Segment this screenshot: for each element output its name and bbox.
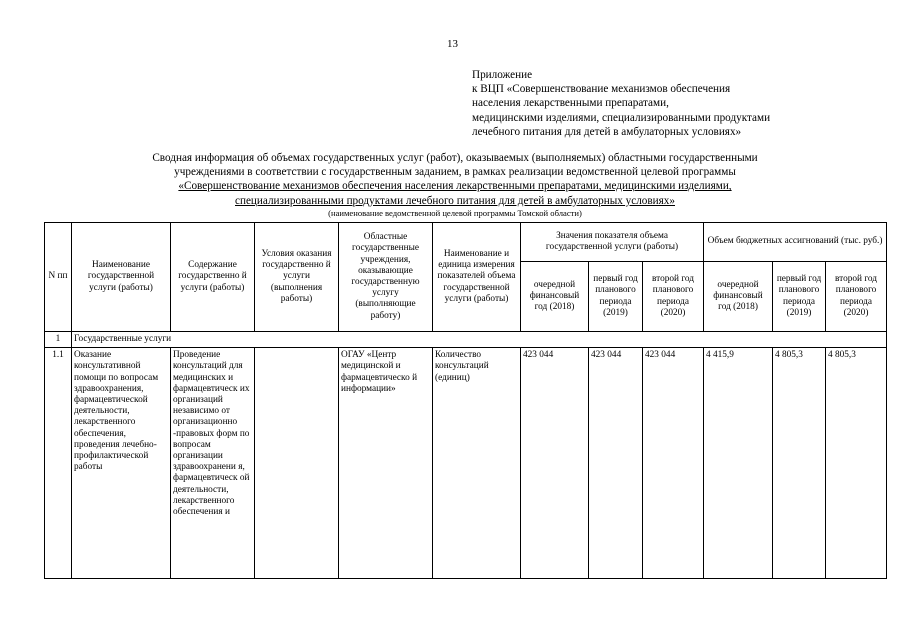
section-row [45,332,887,348]
heading-line: Сводная информация об объемах государственных услуг (работ), оказываемых (выполняемых) областными государственными [152,152,758,164]
header-service-name: Наименование государственной услуги (работы) [72,223,171,332]
heading-line: учреждениями в соответствии с государственным заданием, в рамках реализации ведомственной целевой программы [174,166,736,179]
cell-conditions [255,348,339,579]
header-indicator: Наименование и единица измерения показателей объема государственной услуги (работы) [433,223,521,332]
header-institutions: Областные государственные учреждения, оказывающие государственную услугу (выполняющие работу) [339,223,433,332]
cell-budget-second: 4 805,3 [826,348,887,579]
cell-content: Проведение консультаций для медицинских и фармацевтическ их организаций независимо от организационно -правовых форм по вопросам организации здравоохранени я, фармацевтическ ой деятельности, лекарственного обеспечения и [171,348,255,579]
cell-value-first: 423 044 [589,348,643,579]
header-conditions: Условия оказания государственно й услуги (выполнения работы) [255,223,339,332]
header-values-current: очередной финансовый год (2018) [521,262,589,332]
section-num: 1 [45,332,72,348]
document-heading [60,151,850,219]
appendix-line: к ВЦП «Совершенствование механизмов обеспечения [472,83,731,96]
cell-budget-current: 4 415,9 [704,348,773,579]
header-values-first: первый год планового периода (2019) [589,262,643,332]
cell-budget-first: 4 805,3 [773,348,826,579]
cell-value-second: 423 044 [643,348,704,579]
cell-value-current: 423 044 [521,348,589,579]
header-values-group: Значения показателя объема государственной услуги (работы) [521,223,704,262]
appendix-line: Приложение [472,69,533,81]
header-budget-first: первый год планового периода (2019) [773,262,826,332]
header-num: N пп [45,223,72,332]
program-name-note: (наименование ведомственной целевой программы Томской области) [328,207,582,218]
page-number: 13 [447,38,458,50]
section-label: Государственные услуги [72,332,887,348]
program-name-line: специализированными продуктами лечебного питания для детей в амбулаторных условиях» [235,194,675,207]
header-values-second: второй год планового периода (2020) [643,262,704,332]
appendix-block [472,68,770,139]
header-budget-current: очередной финансовый год (2018) [704,262,773,332]
cell-indicator: Количество консультаций (единиц) [433,348,521,579]
table-row [45,348,887,579]
cell-num: 1.1 [45,348,72,579]
cell-service-name: Оказание консультативной помощи по вопросам здравоохранения, фармацевтической деятельности, лекарственного обеспечения, проведения лечебно-профилактической работы [72,348,171,579]
header-content: Содержание государственно й услуги (работы) [171,223,255,332]
cell-institution: ОГАУ «Центр медицинской и фармацевтическо й информации» [339,348,433,579]
header-budget-group: Объем бюджетных ассигнований (тыс. руб.) [704,223,887,262]
appendix-line: населения лекарственными препаратами, [472,97,669,110]
appendix-line: медицинскими изделиями, специализированными продуктами [472,111,771,124]
services-table [44,222,887,579]
header-budget-second: второй год планового периода (2020) [826,262,887,332]
appendix-line: лечебного питания для детей в амбулаторных условиях» [472,125,742,138]
program-name-line: «Совершенствование механизмов обеспечения населения лекарственными препаратами, медицинскими изделиями, [178,180,732,193]
